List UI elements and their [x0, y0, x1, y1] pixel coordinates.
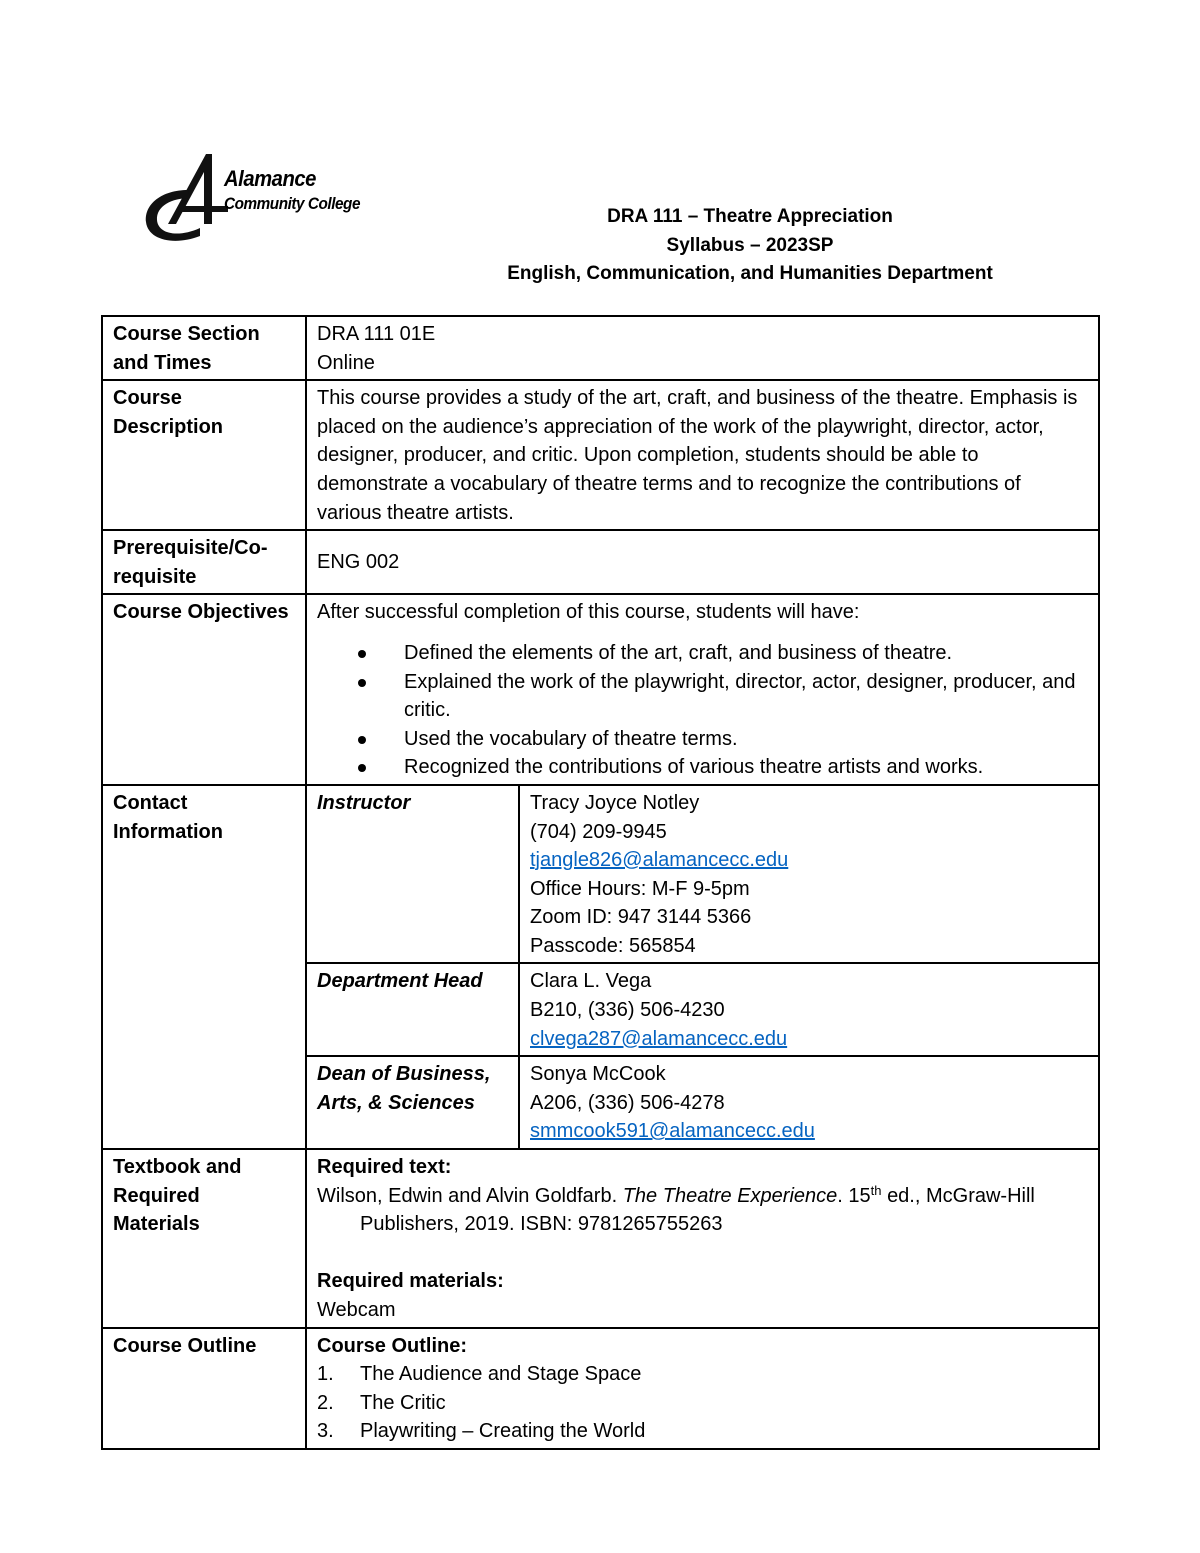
- instructor-email-link[interactable]: tjangle826@alamancecc.edu: [530, 849, 789, 872]
- value-course-objectives: [306, 594, 1099, 785]
- instructor-passcode: Passcode: 565854: [530, 934, 696, 957]
- role-dean: Dean of Business, Arts, & Sciences: [307, 1056, 519, 1148]
- label-prerequisite: Prerequisite/Co- requisite: [102, 530, 306, 594]
- contact-dean: [307, 1056, 1098, 1148]
- label-course-description: Course Description: [102, 380, 306, 530]
- row-prerequisite: [102, 530, 1099, 594]
- prerequisite-course: ENG 002: [317, 551, 400, 574]
- department-head-name: Clara L. Vega: [530, 970, 652, 993]
- required-materials: Webcam: [317, 1299, 396, 1321]
- department-head-details: [519, 963, 1098, 1056]
- textbook-title: The Theatre Experience: [622, 1184, 838, 1207]
- objective-item: Used the vocabulary of theatre terms.: [317, 725, 1088, 754]
- objective-item: Recognized the contributions of various theatre artists and works.: [317, 753, 1088, 782]
- row-course-section: [102, 316, 1099, 380]
- contact-instructor: [307, 786, 1098, 964]
- label-textbook: Textbook and Required Materials: [102, 1149, 306, 1328]
- syllabus-term: Syllabus – 2023SP: [666, 234, 834, 256]
- outline-list: [317, 1360, 1088, 1446]
- college-logo-mark-icon: [140, 150, 230, 250]
- document-header: [440, 203, 1060, 289]
- row-contact-information: [102, 785, 1099, 1149]
- role-department-head: Department Head: [307, 963, 519, 1056]
- label-course-outline: Course Outline: [102, 1328, 306, 1449]
- required-materials-label: Required materials:: [317, 1270, 504, 1293]
- role-instructor: Instructor: [317, 791, 411, 814]
- contact-table: [307, 786, 1098, 1148]
- dean-name: Sonya McCook: [530, 1063, 666, 1086]
- value-course-description: [306, 380, 1099, 530]
- textbook-citation: Wilson, Edwin and Alvin Goldfarb. The Theatre Experience. 15th ed., McGraw-Hill Publishers, 2019. ISBN: 9781265755263: [317, 1182, 1035, 1236]
- instructor-zoom-id: Zoom ID: 947 3144 5366: [530, 906, 752, 929]
- value-course-outline: [306, 1328, 1099, 1449]
- objectives-intro: After successful completion of this course, students will have:: [317, 601, 860, 624]
- section-mode: Online: [317, 351, 375, 374]
- dean-office: A206, (336) 506-4278: [530, 1091, 725, 1114]
- instructor-office-hours: Office Hours: M-F 9-5pm: [530, 877, 750, 900]
- value-textbook: [306, 1149, 1099, 1328]
- instructor-phone: (704) 209-9945: [530, 820, 667, 843]
- college-logo: [140, 150, 380, 250]
- label-contact-information: Contact Information: [102, 785, 306, 1149]
- objective-item: Defined the elements of the art, craft, and business of theatre.: [317, 639, 1088, 668]
- course-title: DRA 111 – Theatre Appreciation: [607, 206, 893, 227]
- row-course-objectives: [102, 594, 1099, 785]
- outline-heading: Course Outline:: [317, 1334, 468, 1357]
- dean-details: [519, 1056, 1098, 1148]
- dean-email-link[interactable]: smmcook591@alamancecc.edu: [530, 1120, 815, 1143]
- value-contact-information: [306, 785, 1099, 1149]
- instructor-name: Tracy Joyce Notley: [530, 791, 700, 814]
- instructor-details: [519, 786, 1098, 964]
- label-course-section: Course Section and Times: [102, 316, 306, 380]
- contact-department-head: [307, 963, 1098, 1056]
- department-head-office: B210, (336) 506-4230: [530, 999, 725, 1022]
- logo-subtitle: Community College: [224, 194, 361, 213]
- value-course-section: [306, 316, 1099, 380]
- outline-item: 1. The Audience and Stage Space: [317, 1363, 642, 1386]
- department-name: English, Communication, and Humanities Department: [507, 263, 993, 284]
- outline-item: 2. The Critic: [317, 1391, 446, 1414]
- row-course-outline: [102, 1328, 1099, 1449]
- value-prerequisite: [306, 530, 1099, 594]
- section-code: DRA 111 01E: [317, 323, 436, 345]
- description-text: This course provides a study of the art, craft, and business of the theatre. Emphasis is placed on the audience’s appreciation of the work of the playwright, director, actor, designer, producer, and critic. Upon completion, students should be able to demonstrate a vocabulary of theatre terms and to recognize the contributions of various theatre artists.: [317, 387, 1078, 524]
- row-textbook: [102, 1149, 1099, 1328]
- objectives-list: [317, 639, 1088, 782]
- objective-item: Explained the work of the playwright, director, actor, designer, producer, and critic.: [317, 668, 1088, 725]
- department-head-email-link[interactable]: clvega287@alamancecc.edu: [530, 1027, 788, 1050]
- outline-item: 3. Playwriting – Creating the World: [317, 1420, 646, 1443]
- syllabus-table: [101, 315, 1100, 1450]
- label-course-objectives: Course Objectives: [102, 594, 306, 785]
- required-text-label: Required text:: [317, 1156, 452, 1179]
- logo-name: Alamance: [224, 166, 316, 191]
- row-course-description: [102, 380, 1099, 530]
